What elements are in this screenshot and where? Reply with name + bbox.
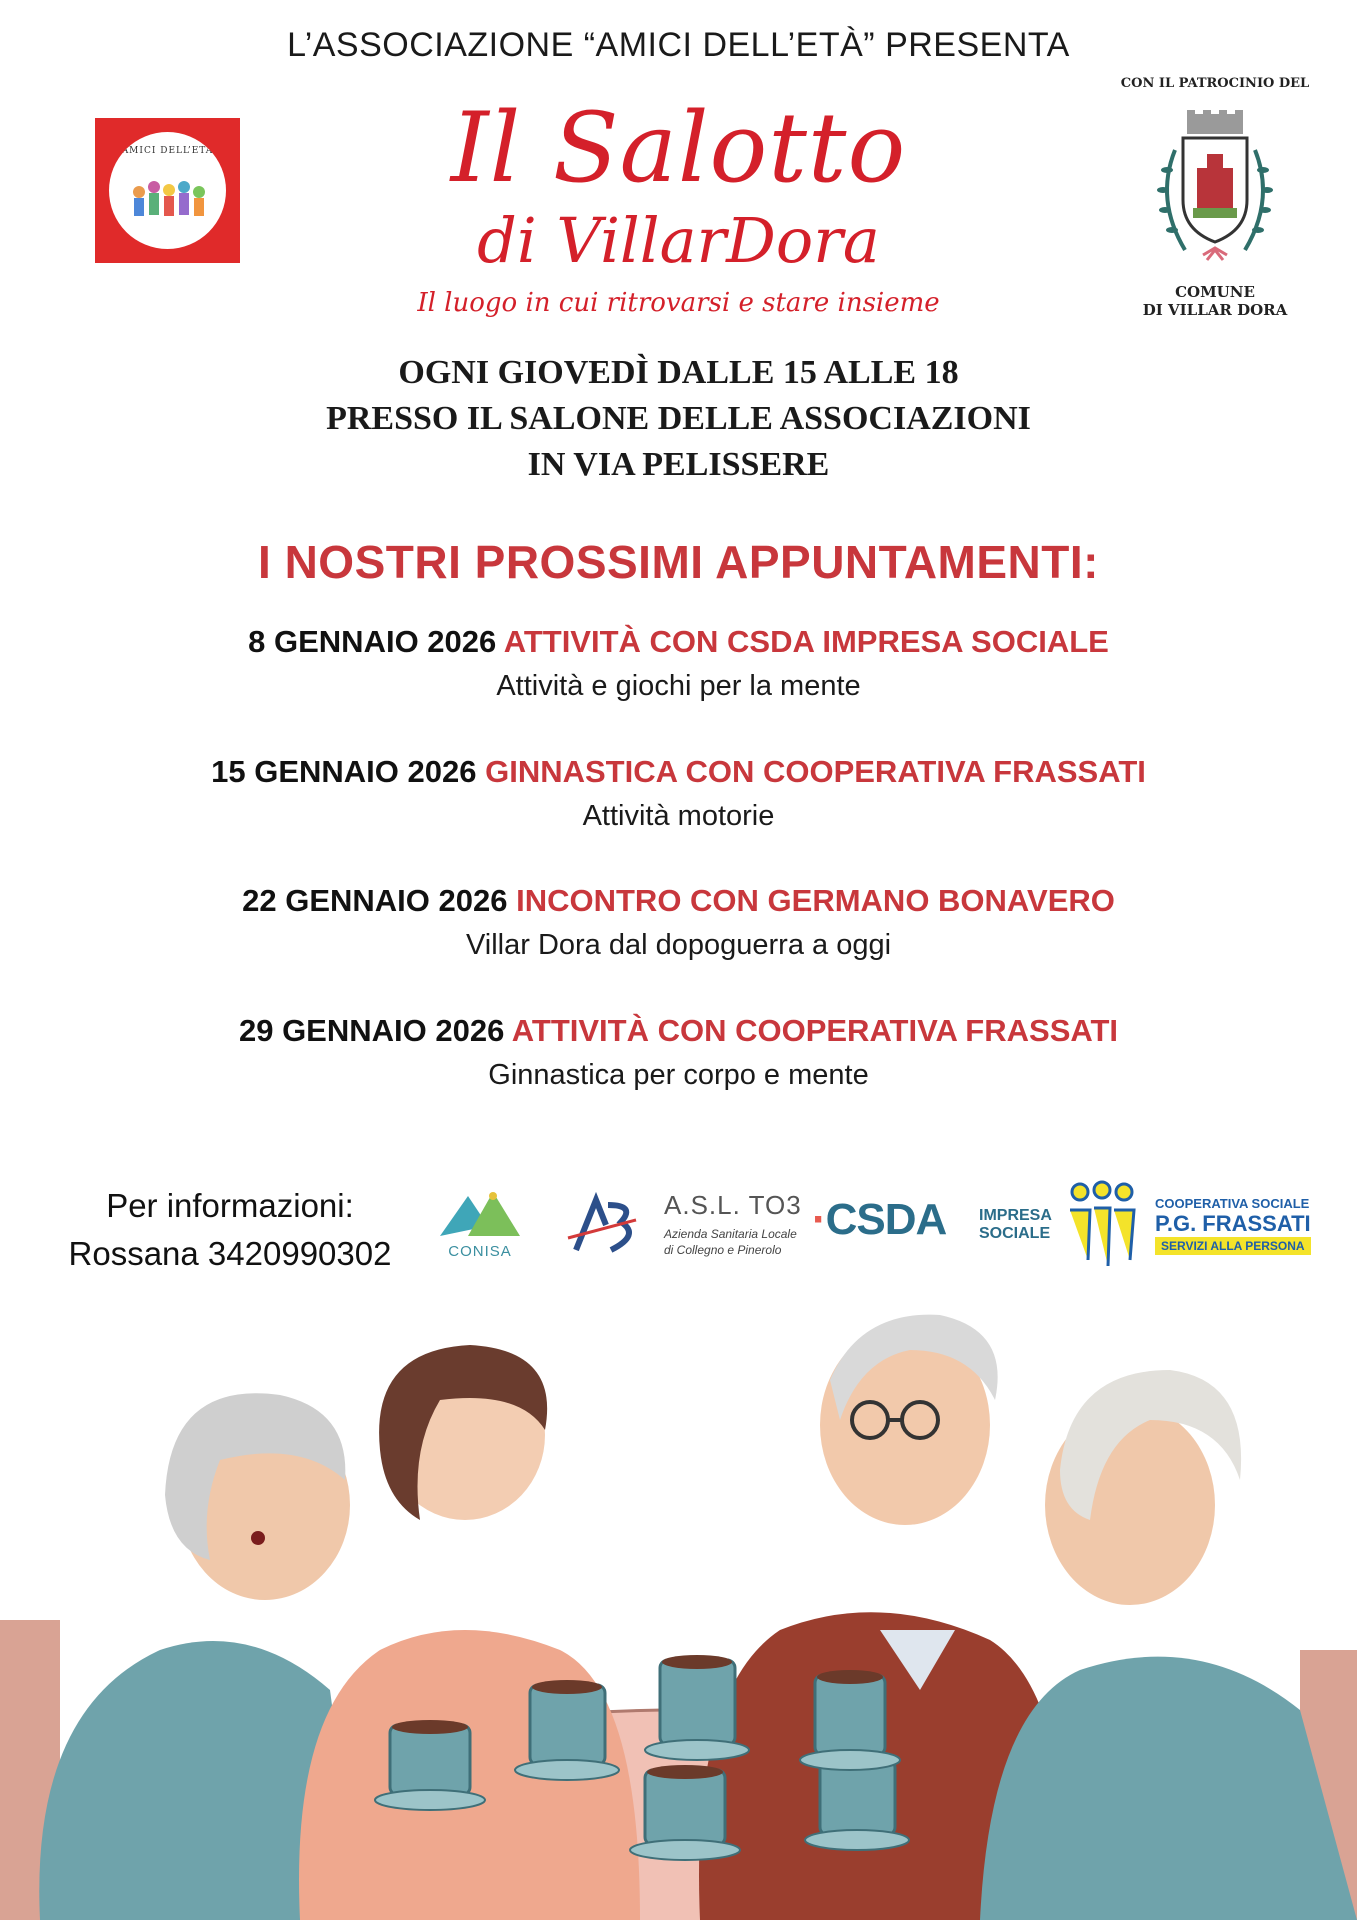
coat-of-arms-icon	[1145, 110, 1285, 275]
event-subtitle: di VillarDora	[477, 204, 880, 277]
asl-subtitle-1: Azienda Sanitaria Locale	[664, 1227, 797, 1241]
asl-subtitle-2: di Collegno e Pinerolo	[664, 1243, 782, 1257]
asl-logo	[566, 1190, 806, 1260]
asl-name: A.S.L. TO3	[664, 1190, 802, 1220]
appointment-date: 8 GENNAIO 2026	[248, 624, 497, 659]
appointment-description: Attività e giochi per la mente	[496, 670, 861, 702]
schedule-line-3: IN VIA PELISSERE	[527, 446, 830, 483]
appointment-description: Ginnastica per corpo e mente	[488, 1059, 869, 1091]
comune-line-2: DI VILLAR DORA	[1142, 301, 1288, 319]
appointment-description: Attività motorie	[582, 800, 775, 832]
contact-label: Per informazioni:	[106, 1187, 354, 1224]
appointment-description: Villar Dora dal dopoguerra a oggi	[465, 929, 892, 961]
contact-info	[55, 1182, 405, 1278]
appointment-item	[0, 620, 1357, 708]
appointment-date: 15 GENNAIO 2026	[211, 754, 477, 789]
appointment-date: 29 GENNAIO 2026	[238, 1013, 505, 1048]
patronage-label: CON IL PATROCINIO DEL	[1120, 76, 1310, 91]
appointment-item	[0, 879, 1357, 967]
frassati-name: P.G. FRASSATI	[1155, 1211, 1311, 1236]
csda-name: CSDA	[825, 1195, 947, 1244]
appointments-heading: I NOSTRI PROSSIMI APPUNTAMENTI:	[258, 536, 1099, 588]
conisa-logo	[438, 1186, 522, 1260]
contact-phone: Rossana 3420990302	[68, 1235, 392, 1272]
frassati-logo	[1062, 1180, 1312, 1270]
amici-logo-text: AMICI DELL’ETÀ	[121, 146, 214, 156]
mountain-logo-icon	[438, 1186, 522, 1238]
comune-name	[1110, 283, 1320, 319]
frassati-band: SERVIZI ALLA PERSONA	[1155, 1237, 1311, 1255]
schedule-line-1: OGNI GIOVEDÌ DALLE 15 ALLE 18	[398, 354, 959, 391]
appointment-activity: ATTIVITÀ CON COOPERATIVA FRASSATI	[511, 1013, 1119, 1048]
csda-subtitle-1: IMPRESA	[979, 1207, 1052, 1224]
schedule-block	[0, 350, 1357, 488]
event-title: Il Salotto	[450, 92, 907, 204]
appointment-date: 22 GENNAIO 2026	[242, 883, 508, 918]
tagline: Il luogo in cui ritrovarsi e stare insieme	[417, 288, 940, 318]
csda-subtitle-2: SOCIALE	[979, 1225, 1051, 1242]
people-logo-icon	[1062, 1180, 1142, 1270]
appointment-item	[0, 750, 1357, 838]
csda-logo: ·CSDA IMPRESA SOCIALE	[812, 1195, 1052, 1244]
appointment-activity: INCONTRO CON GERMANO BONAVERO	[516, 883, 1115, 918]
conisa-name: CONISA	[448, 1243, 512, 1260]
asl-logo-icon	[566, 1190, 646, 1260]
illustration-seniors-coffee	[0, 1290, 1357, 1920]
comune-line-1: COMUNE	[1175, 283, 1255, 301]
appointment-item	[0, 1009, 1357, 1097]
appointment-activity: ATTIVITÀ CON CSDA IMPRESA SOCIALE	[503, 624, 1109, 659]
appointment-activity: GINNASTICA CON COOPERATIVA FRASSATI	[485, 754, 1146, 789]
schedule-line-2: PRESSO IL SALONE DELLE ASSOCIAZIONI	[326, 400, 1031, 437]
frassati-top: COOPERATIVA SOCIALE	[1155, 1196, 1310, 1211]
presenter-line: L’ASSOCIAZIONE “AMICI DELL’ETÀ” PRESENTA	[287, 26, 1070, 64]
